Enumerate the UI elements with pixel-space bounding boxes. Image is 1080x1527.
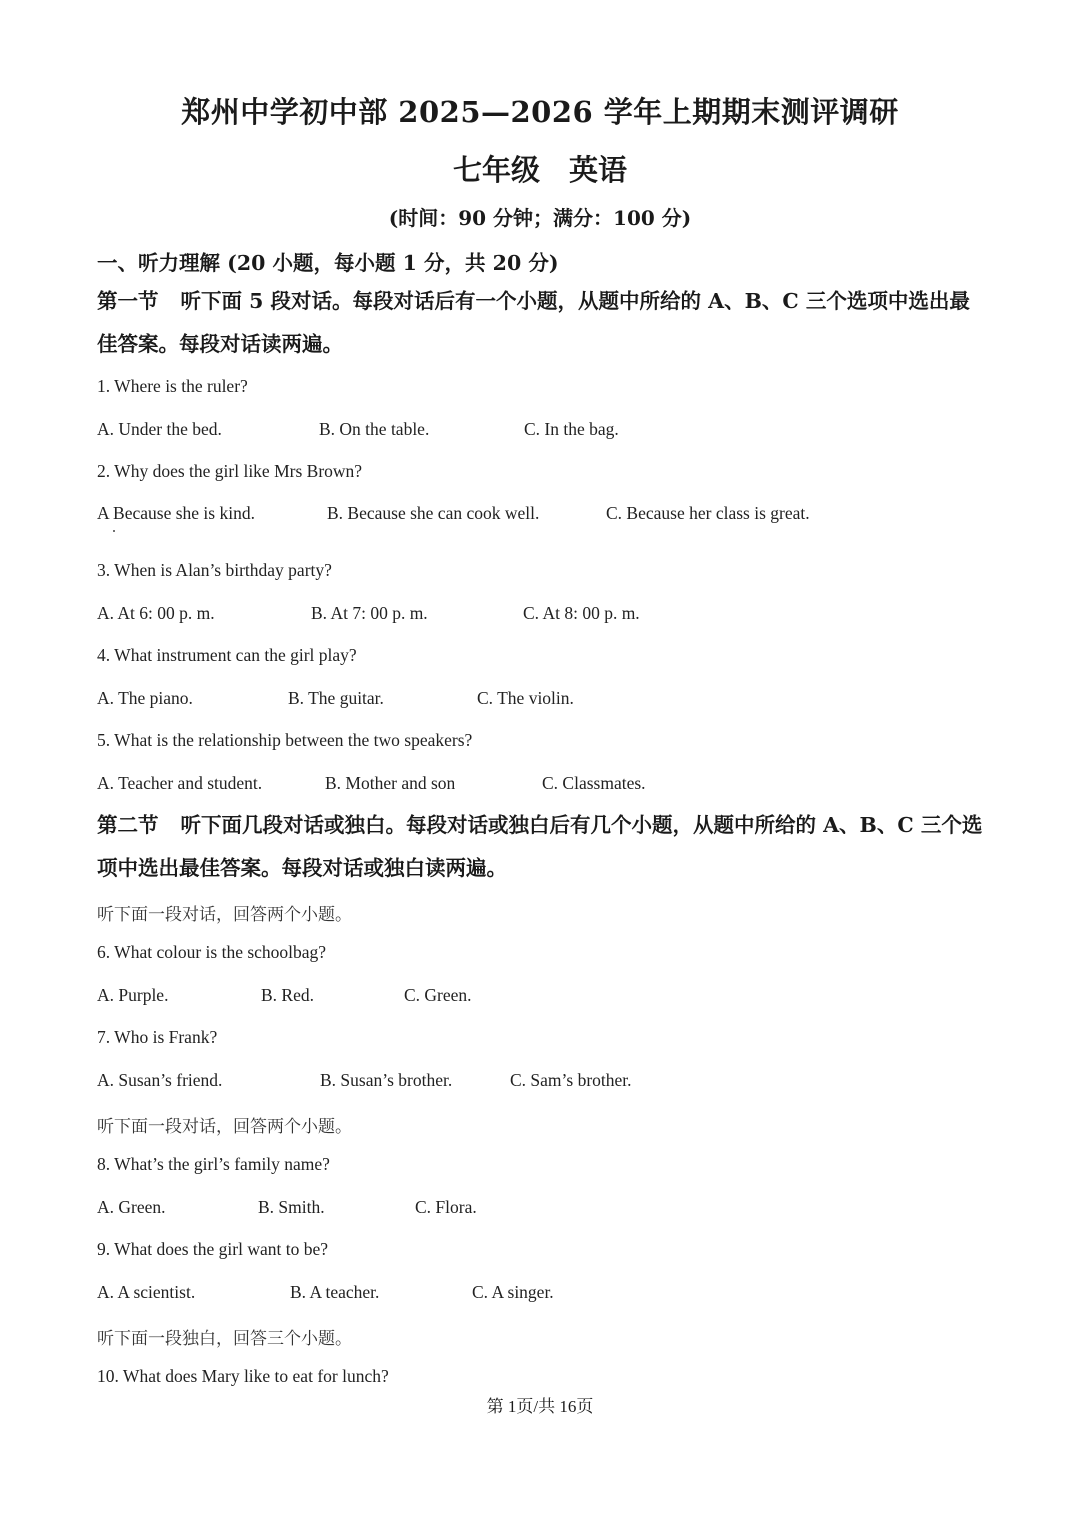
option-c: C. A singer.: [472, 1282, 554, 1302]
option-b: B. Mother and son: [325, 773, 456, 793]
option-b: B. Red.: [261, 985, 314, 1005]
options-5: [97, 773, 997, 797]
options-4: [97, 688, 997, 712]
section-1-text: 听下面 5 段对话。每段对话后有一个小题，从题中所给的 A、B、C 三个选项中选出最佳答案。每段对话读两遍。: [97, 289, 970, 356]
option-c: C. Classmates.: [542, 773, 646, 793]
options-8: [97, 1197, 997, 1221]
question-10: 10. What does Mary like to eat for lunch?: [97, 1366, 389, 1386]
option-c: C. Sam’s brother.: [510, 1070, 632, 1090]
question-7: 7. Who is Frank?: [97, 1027, 218, 1047]
page-number: 第 1页/共 16页: [486, 1397, 594, 1416]
option-c: C. In the bag.: [524, 419, 619, 439]
listening-note: 听下面一段对话，回答两个小题。: [97, 1117, 352, 1136]
option-c: C. Flora.: [415, 1197, 477, 1217]
option-a: A. Green.: [97, 1197, 166, 1217]
stray-dot: [113, 530, 115, 532]
exam-time-info: (时间：90 分钟；满分：100 分): [388, 206, 692, 230]
question-5: 5. What is the relationship between the two speakers?: [97, 730, 473, 750]
question-4: 4. What instrument can the girl play?: [97, 645, 357, 665]
part-heading-listening: 一、听力理解 (20 小题，每小题 1 分，共 20 分): [97, 251, 559, 275]
option-a: A. Susan’s friend.: [97, 1070, 223, 1090]
options-2: [97, 503, 997, 527]
section-2-text: 听下面几段对话或独白。每段对话或独白后有几个小题，从题中所给的 A、B、C 三个选项中选出最佳答案。每段对话或独白读两遍。: [97, 813, 983, 880]
section-2-instruction: [97, 804, 987, 890]
option-b: B. Smith.: [258, 1197, 325, 1217]
option-a: A Because she is kind.: [97, 503, 255, 523]
option-a: A. Purple.: [97, 985, 169, 1005]
option-b: B. Because she can cook well.: [327, 503, 540, 523]
question-8: 8. What’s the girl’s family name?: [97, 1154, 330, 1174]
option-a: A. Teacher and student.: [97, 773, 263, 793]
exam-title: 郑州中学初中部 2025—2026 学年上期期末测评调研: [181, 95, 899, 129]
question-9: 9. What does the girl want to be?: [97, 1239, 329, 1259]
option-b: B. Susan’s brother.: [320, 1070, 453, 1090]
option-b: B. On the table.: [319, 419, 430, 439]
question-6: 6. What colour is the schoolbag?: [97, 942, 327, 962]
option-c: C. Because her class is great.: [606, 503, 810, 523]
section-1-label: 第一节: [97, 289, 159, 313]
option-c: C. At 8: 00 p. m.: [523, 603, 640, 623]
option-a: A. At 6: 00 p. m.: [97, 603, 215, 623]
option-a: A. Under the bed.: [97, 419, 222, 439]
option-a: A. A scientist.: [97, 1282, 196, 1302]
option-c: C. The violin.: [477, 688, 574, 708]
section-1-instruction: [97, 280, 987, 366]
option-c: C. Green.: [404, 985, 472, 1005]
question-1: 1. Where is the ruler?: [97, 376, 248, 396]
listening-note: 听下面一段对话，回答两个小题。: [97, 905, 352, 924]
section-2-label: 第二节: [97, 813, 159, 837]
question-3: 3. When is Alan’s birthday party?: [97, 560, 332, 580]
option-b: B. A teacher.: [290, 1282, 380, 1302]
listening-note: 听下面一段独白，回答三个小题。: [97, 1329, 352, 1348]
exam-subtitle: 七年级 英语: [452, 153, 627, 187]
question-2: 2. Why does the girl like Mrs Brown?: [97, 461, 363, 481]
options-3: [97, 603, 997, 627]
options-9: [97, 1282, 997, 1306]
option-a: A. The piano.: [97, 688, 193, 708]
option-b: B. The guitar.: [288, 688, 384, 708]
options-6: [97, 985, 997, 1009]
option-b: B. At 7: 00 p. m.: [311, 603, 428, 623]
options-7: [97, 1070, 997, 1094]
options-1: [97, 419, 997, 443]
